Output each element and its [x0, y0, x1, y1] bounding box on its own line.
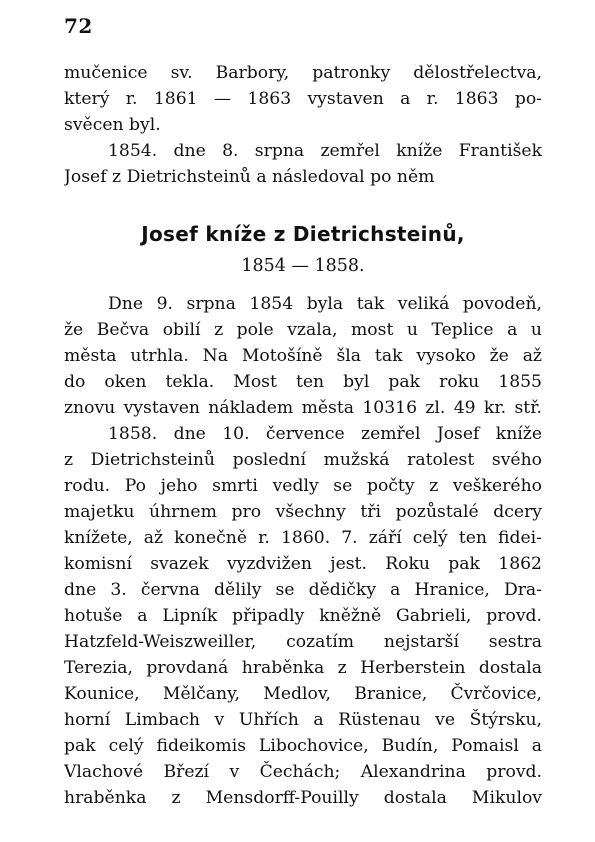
main-paragraph	[64, 291, 542, 811]
text-line: svěcen byl.	[64, 115, 161, 135]
text-line: znovu vystaven nákladem města 10316 zl. 49 kr. stř.	[64, 398, 542, 418]
text-line: z Dietrichsteinů poslední mužská ratolest svého	[64, 450, 542, 470]
text-line: 1854. dne 8. srpna zemřel kníže František	[108, 141, 542, 161]
text-line: Kounice, Mělčany, Medlov, Branice, Čvrčovice,	[64, 684, 542, 704]
text-line: komisní svazek vyzdvižen jest. Roku pak 1862	[64, 554, 542, 574]
text-line: do oken tekla. Most ten byl pak roku 1855	[64, 372, 542, 392]
text-line: mučenice sv. Barbory, patronky dělostřelectva,	[64, 63, 542, 83]
text-line: města utrhla. Na Motošíně šla tak vysoko že až	[64, 346, 542, 366]
text-line: Terezia, provdaná hraběnka z Herberstein dostala	[64, 658, 542, 678]
text-line: Josef z Dietrichsteinů a následoval po něm	[64, 167, 435, 187]
text-line: rodu. Po jeho smrti vedly se počty z veškerého	[64, 476, 542, 496]
text-line: majetku úhrnem pro všechny tři pozůstalé dcery	[64, 502, 542, 522]
text-line: 1858. dne 10. července zemřel Josef kníže	[108, 424, 542, 444]
text-line: který r. 1861 — 1863 vystaven a r. 1863 po-	[64, 89, 542, 109]
text-line: Hatzfeld-Weiszweiller, cozatím nejstarší sestra	[64, 632, 542, 652]
text-line: pak celý fideikomis Libochovice, Budín, Pomaisl a	[64, 736, 542, 756]
text-line: Vlachové Březí v Čechách; Alexandrina provd.	[64, 762, 542, 782]
text-line: dne 3. června dělily se dědičky a Hranice, Dra-	[64, 580, 542, 600]
text-line: hraběnka z Mensdorff-Pouilly dostala Mikulov	[64, 788, 542, 808]
page-number: 72	[64, 14, 93, 38]
text-line: knížete, až konečně r. 1860. 7. září celý ten fidei-	[64, 528, 542, 548]
text-line: že Bečva obilí z pole vzala, most u Teplice a u	[64, 320, 542, 340]
section-heading: Josef kníže z Dietrichsteinů,	[141, 222, 465, 246]
text-line: hotuše a Lipník připadly kněžně Gabrieli, provd.	[64, 606, 542, 626]
section-years: 1854 — 1858.	[241, 256, 365, 276]
text-line: horní Limbach v Uhřích a Rüstenau ve Štýrsku,	[64, 710, 542, 730]
intro-paragraph	[64, 60, 542, 190]
text-line: Dne 9. srpna 1854 byla tak veliká povodeň,	[108, 294, 542, 314]
